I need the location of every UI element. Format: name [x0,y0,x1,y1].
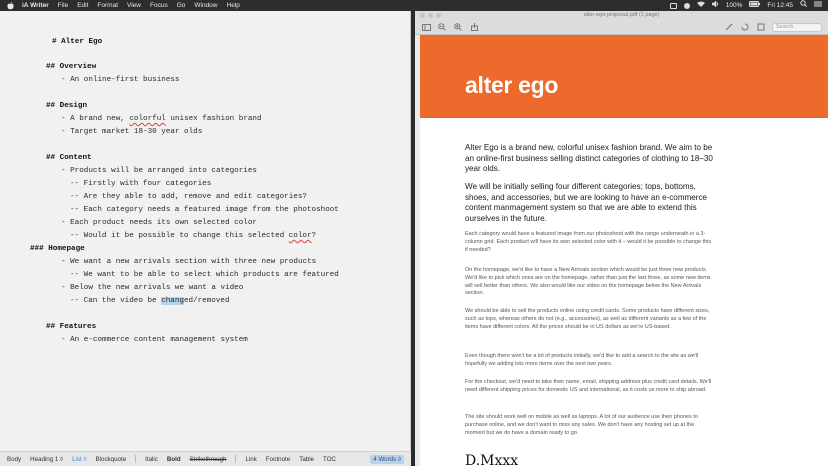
menu-focus[interactable]: Focus [150,2,168,9]
line-text: A brand new, [70,115,130,123]
menu-view[interactable]: View [127,2,141,9]
text-selection[interactable]: chang [161,297,184,305]
spellcheck-word[interactable]: color [288,232,312,240]
line-text: Each category needs a featured image from the photoshoot [83,206,339,214]
brand-logo: alter ego [465,72,559,98]
editor-line[interactable] [61,283,243,293]
body-paragraph: On the homepage, we'd like to have a New Arrivals section which would be just three new products. We'd like to pick which ones are on the homepage, rather than just the last three, as some new items will sell better than others. We also would like our video on the homepage below the New Arrivals section. [465,267,711,297]
status-icon[interactable] [684,3,690,9]
format-list-button[interactable]: List ◊ [72,455,87,463]
list-marker: -- [70,206,84,214]
editor-line[interactable] [46,101,87,111]
menu-app-name[interactable]: iA Writer [22,2,49,9]
markdown-marker: ## [46,102,60,110]
window-title: alter-ego-proposal.pdf (1 page) [583,12,660,18]
menu-format[interactable]: Format [97,2,119,9]
minimize-window-button[interactable] [428,13,433,18]
markdown-marker: ## [46,63,60,71]
insert-toc-button[interactable]: TOC [323,455,336,463]
editor-line[interactable] [61,114,262,124]
editor-line[interactable] [70,179,211,189]
search-input[interactable]: Search [772,23,822,32]
zoom-out-icon[interactable] [437,23,447,32]
line-text: Below the new arrivals we want a video [70,284,244,292]
markdown-marker: ## [46,323,60,331]
list-marker: -- [70,180,84,188]
markdown-marker: ## [46,154,60,162]
editor-text-area[interactable] [0,11,411,451]
heading-text: Alter Ego [61,38,103,46]
line-text: An online-first business [70,76,180,84]
list-marker: - [61,258,71,266]
list-marker: - [61,336,71,344]
editor-line[interactable] [70,231,316,241]
editor-line[interactable] [61,335,248,345]
signature: D.Mxxx [465,453,519,466]
editor-line[interactable] [70,192,307,202]
editor-line[interactable] [61,218,257,228]
highlight-icon[interactable] [756,23,766,32]
zoom-window-button[interactable] [436,13,441,18]
editor-line[interactable] [70,270,339,280]
line-text: Each product needs its own selected color [70,219,257,227]
markdown-marker: # [52,38,62,46]
menu-edit[interactable]: Edit [77,2,89,9]
insert-footnote-button[interactable]: Footnote [265,455,291,463]
line-text-rest: ed/removed [183,297,230,305]
divider [135,455,136,463]
markdown-editor[interactable] [0,11,411,466]
line-text: Are they able to add, remove and edit categories? [83,193,307,201]
line-text: Would it be possible to change this selected [83,232,289,240]
window-controls [420,13,441,18]
editor-line[interactable] [70,296,230,306]
editor-line[interactable] [70,205,339,215]
list-marker: - [61,76,71,84]
list-marker: -- [70,193,84,201]
menu-bar [0,0,828,11]
line-text-rest: ? [311,232,317,240]
volume-icon[interactable] [712,0,719,11]
clock[interactable]: Fri 12:45 [767,2,793,9]
format-status-bar [0,451,411,466]
zoom-in-icon[interactable] [453,23,463,32]
pdf-preview-window [415,11,828,466]
format-bold-button[interactable]: Bold [166,455,181,463]
list-marker: -- [70,232,84,240]
wifi-icon[interactable] [697,0,705,11]
menu-window[interactable]: Window [194,2,218,9]
rotate-icon[interactable] [740,23,750,32]
format-blockquote-button[interactable]: Blockquote [95,455,127,463]
close-window-button[interactable] [420,13,425,18]
preview-toolbar [415,20,828,35]
lead-paragraph: We will be initially selling four different categories; tops, bottoms, shoes, and accessories, but we are looking to have an e-commerce content manmagement system so that we are able to extend this ourselves in the future. [465,182,708,223]
list-marker: - [61,115,71,123]
search-icon[interactable] [800,0,807,11]
editor-line[interactable] [52,37,102,47]
line-text: Firstly with four categories [83,180,212,188]
battery-icon[interactable] [749,0,760,11]
editor-line[interactable] [46,322,96,332]
insert-link-button[interactable]: Link [245,455,257,463]
share-icon[interactable] [469,23,479,32]
editor-line[interactable] [61,257,316,267]
list-marker: -- [70,271,84,279]
format-heading-button[interactable]: Heading 1 ◊ [30,455,64,463]
body-paragraph: We should be able to sell the products online using credit cards. Some products have different sizes, such as tops, whereas others do not (e.g., accessories), as well as different variants as a few of the items have different colors. All the prices should be in US dollars as we're US-based. [465,308,710,330]
control-center-icon[interactable] [814,0,822,11]
list-marker: - [61,219,71,227]
battery-percent: 100% [725,2,743,9]
list-marker: - [61,167,71,175]
editor-line[interactable] [61,127,202,137]
heading-text: Design [59,102,88,110]
insert-table-button[interactable]: Table [299,455,315,463]
body-paragraph: Even though there won't be a lot of products initially, we'd like to add a search to the site as we'll hopefully we adding lots more items over the next two years. [465,353,699,367]
pdf-page [420,35,828,466]
menu-go[interactable]: Go [176,2,186,9]
lead-paragraph: Alter Ego is a brand new, colorful unisex fashion brand. We aim to be an online-first business selling distinct categories of clothing to 18–30 year olds. [465,143,713,173]
body-paragraph: The site should work well on mobile as well as laptops. A lot of our audience use their phones to purchase online, and we don't want to miss any sales. We don't have any hosting set up at the moment but we do have a domain ready to go. [465,414,698,436]
format-body-button[interactable]: Body [7,455,22,463]
line-text: Target market 18-30 year olds [70,128,203,136]
menu-help[interactable]: Help [226,2,240,9]
heading-text: Features [59,323,97,331]
line-text: An e-commerce content management system [70,336,248,344]
editor-line[interactable] [46,153,92,163]
line-text-rest: unisex fashion brand [165,115,262,123]
heading-text: Overview [59,63,97,71]
line-text: Can the video be [83,297,162,305]
spellcheck-word[interactable]: colorful [129,115,166,123]
menu-file[interactable]: File [57,2,69,9]
divider [235,455,236,463]
heading-text: Homepage [48,245,85,253]
window-titlebar[interactable] [415,11,828,20]
body-paragraph: For the checkout, we'd need to take their name, email, shipping address plus credit card details. We'll need different shipping prices for domestic US and international, as it costs us more to ship abroad. [465,379,712,393]
line-text: We want a new arrivals section with three new products [70,258,317,266]
editor-line[interactable] [61,166,257,176]
line-text: Products will be arranged into categories [70,167,257,175]
format-italic-button[interactable]: Italic [145,455,158,463]
editor-line[interactable] [30,244,85,254]
word-count-button[interactable]: 4 Words ◊ [370,455,404,464]
heading-text: Content [59,154,92,162]
apple-icon[interactable] [6,2,14,10]
body-paragraph: Each category would have a featured image from our photoshoot with the range underneath in a 3-column grid. Each product will have its own selected color with it – would it be possible to change this if needed? [465,231,712,253]
list-marker: - [61,284,71,292]
markup-pen-icon[interactable] [724,23,734,32]
brand-banner [420,35,828,118]
editor-line[interactable] [61,75,180,85]
markdown-marker: ### [30,245,49,253]
format-strikethrough-button[interactable]: Strikethrough [189,455,227,463]
screen-share-icon[interactable] [670,3,677,9]
sidebar-toggle-icon[interactable] [421,23,431,32]
line-text: We want to be able to select which products are featured [83,271,339,279]
list-marker: - [61,128,71,136]
editor-line[interactable] [46,62,96,72]
list-marker: -- [70,297,84,305]
